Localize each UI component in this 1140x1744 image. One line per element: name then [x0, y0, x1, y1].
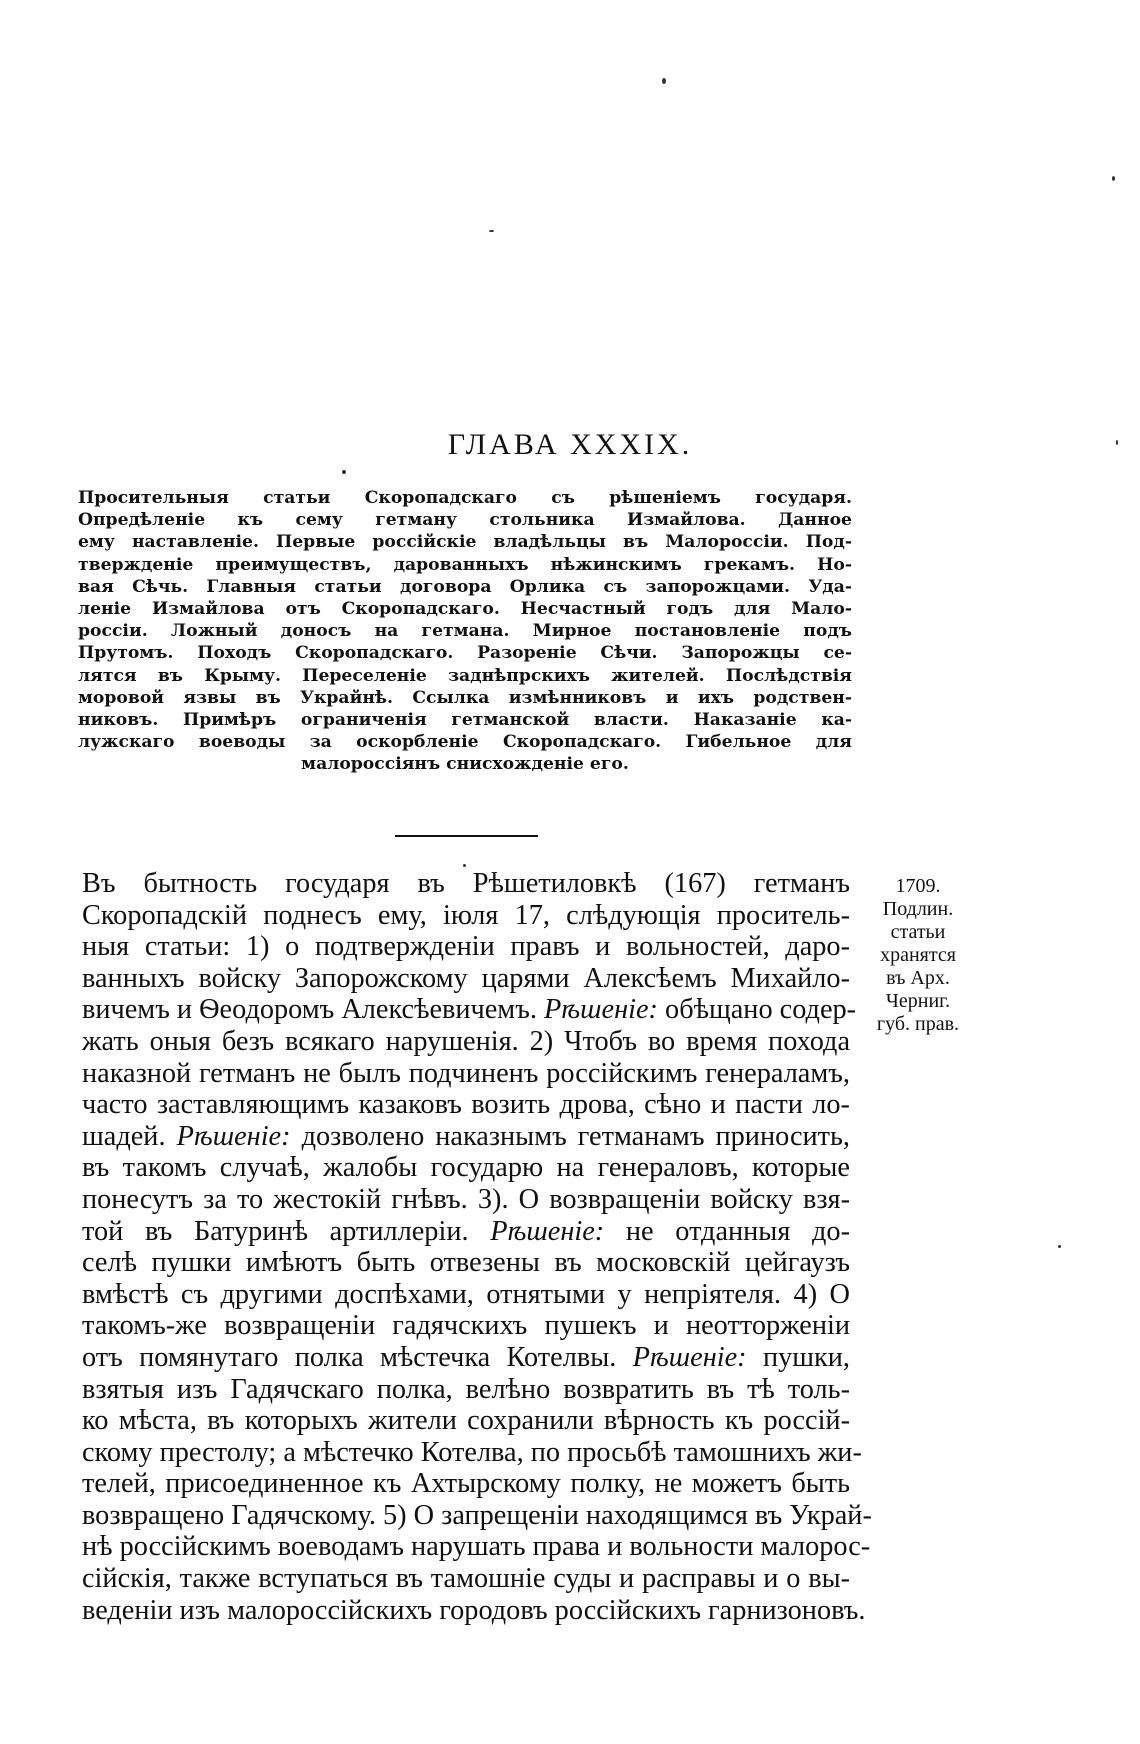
margin-note-line: въ Арх.	[886, 967, 950, 989]
body-line	[82, 1468, 850, 1500]
summary-line: твержденіе преимуществъ, дарованныхъ нѣжинскимъ грекамъ. Но-	[78, 554, 852, 575]
chapter-title: ГЛАВА XXXIX.	[447, 428, 693, 461]
body-segment: той въ Батуринѣ артиллеріи.	[82, 1215, 491, 1247]
body-line	[82, 1152, 850, 1184]
scan-speck	[463, 864, 466, 867]
body-line	[82, 1342, 850, 1374]
body-line	[82, 994, 857, 1026]
margin-note	[858, 875, 978, 1036]
body-segment: взятыя изъ Гадячскаго полка, велѣно возвратить въ тѣ толь-	[82, 1373, 850, 1405]
body-segment: ко мѣста, въ которыхъ жители сохранили вѣрность къ россій-	[82, 1405, 850, 1437]
body-line	[82, 1594, 866, 1627]
margin-note-line: Подлин.	[882, 898, 954, 920]
summary-line: Прутомъ. Походъ Скоропадскаго. Разореніе Сѣчи. Запорожцы се-	[78, 643, 852, 664]
chapter-summary	[78, 487, 852, 776]
body-segment: веденіи изъ малороссійскихъ городовъ россійскихъ гарнизоновъ.	[82, 1594, 866, 1626]
body-line	[82, 1436, 862, 1469]
body-line	[82, 1531, 871, 1563]
scan-speck	[342, 470, 346, 474]
body-segment: въ такомъ случаѣ, жалобы государю на генераловъ, которые	[82, 1152, 850, 1184]
body-segment: отъ помянутаго полка мѣстечка Котелвы.	[82, 1341, 633, 1373]
body-segment: вичемъ и Ѳеодоромъ Алексѣевичемъ.	[82, 994, 544, 1026]
body-segment: скому престолу; а мѣстечко Котелва, по просьбѣ тамошнихъ жи-	[82, 1436, 862, 1468]
body-segment: вмѣстѣ съ другими доспѣхами, отнятыми у непріятеля. 4) О	[82, 1278, 850, 1310]
resolution-label: Рѣшеніе:	[176, 1120, 291, 1152]
scan-speck	[1112, 176, 1115, 181]
body-line	[82, 868, 850, 900]
summary-line: никовъ. Примѣръ ограниченія гетманской власти. Наказаніе ка-	[78, 710, 852, 731]
body-segment: нѣ россійскимъ воеводамъ нарушать права и вольности малорос-	[82, 1531, 871, 1563]
body-segment: наказной гетманъ не былъ подчиненъ россійскимъ генераламъ,	[82, 1057, 850, 1089]
body-segment: дозволено наказнымъ гетманамъ приносить,	[290, 1120, 850, 1152]
scan-speck	[489, 230, 494, 232]
body-line	[82, 931, 850, 963]
body-segment: Скоропадскій поднесъ ему, іюля 17, слѣдующія проситель-	[82, 899, 850, 931]
body-text	[82, 868, 872, 1626]
body-line	[82, 1374, 850, 1406]
body-line	[82, 1247, 850, 1279]
summary-line: вая Сѣчь. Главныя статьи договора Орлика съ запорожцами. Уда-	[78, 576, 852, 597]
body-segment: телей, присоединенное къ Ахтырскому полку, не можетъ быть	[82, 1468, 850, 1500]
body-line	[82, 1089, 850, 1121]
summary-line: лужскаго воеводы за оскорбленіе Скоропадскаго. Гибельное для	[78, 732, 852, 753]
body-segment: ванныхъ войску Запорожскому царями Алексѣемъ Михайло-	[82, 962, 850, 994]
scan-speck	[662, 78, 666, 84]
summary-line: ему наставленіе. Первые россійскіе владѣльцы въ Малороссіи. Под-	[78, 532, 852, 553]
body-line	[82, 1184, 850, 1216]
margin-note-line: губ. прав.	[876, 1013, 960, 1035]
summary-line: россіи. Ложный доносъ на гетмана. Мирное постановленіе подъ	[78, 621, 852, 642]
body-segment: понесутъ за то жестокій гнѣвъ. 3). О возвращеніи войску взя-	[82, 1183, 850, 1215]
resolution-label: Рѣшеніе:	[544, 994, 658, 1026]
summary-line: леніе Измайлова отъ Скоропадскаго. Несчастный годъ для Мало-	[78, 599, 852, 620]
summary-line: Опредѣленіе къ сему гетману стольника Измайлова. Данное	[78, 510, 852, 531]
body-segment: шадей.	[82, 1120, 177, 1152]
body-line	[82, 1310, 850, 1342]
body-segment: сійскія, также вступаться въ тамошніе суды и расправы и о вы-	[82, 1563, 850, 1595]
body-line	[82, 963, 850, 995]
body-line	[82, 1405, 850, 1437]
body-segment: обѣщано содер-	[657, 994, 857, 1026]
margin-note-line: хранятся	[880, 944, 956, 966]
margin-year: 1709.	[895, 875, 941, 897]
section-divider	[395, 835, 538, 837]
scan-speck	[1058, 1245, 1061, 1248]
body-line	[82, 1499, 872, 1532]
body-line	[82, 1279, 850, 1311]
margin-note-line: статьи	[890, 921, 946, 943]
body-line	[82, 1121, 850, 1153]
body-segment: пушки,	[746, 1341, 851, 1373]
summary-line: Просительныя статьи Скоропадскаго съ рѣшеніемъ государя.	[78, 488, 852, 508]
body-line	[82, 1058, 850, 1090]
body-line	[82, 1216, 850, 1248]
resolution-label: Рѣшеніе:	[632, 1341, 747, 1373]
body-segment: возвращено Гадячскому. 5) О запрещеніи находящимся въ Украй-	[82, 1499, 872, 1531]
summary-line: лятся въ Крыму. Переселеніе заднѣпрскихъ жителей. Послѣдствія	[78, 665, 852, 686]
margin-note-line: Черниг.	[885, 990, 951, 1012]
body-line	[82, 1563, 850, 1595]
body-segment: часто заставляющимъ казаковъ возить дрова, сѣно и пасти ло-	[82, 1089, 850, 1121]
body-line	[82, 1026, 850, 1058]
summary-line: моровой язвы въ Украйнѣ. Ссылка измѣнниковъ и ихъ родствен-	[78, 687, 852, 708]
summary-line: малороссіянъ снисхожденіе его.	[301, 754, 629, 775]
body-segment: такомъ-же возвращеніи гадячскихъ пушекъ и неотторженіи	[82, 1310, 850, 1342]
body-segment: не отданныя до-	[604, 1215, 850, 1247]
body-segment: селѣ пушки имѣютъ быть отвезены въ московскій цейгаузъ	[82, 1247, 850, 1279]
body-line	[82, 900, 850, 932]
body-segment: ныя статьи: 1) о подтвержденіи правъ и вольностей, даро-	[82, 931, 850, 963]
resolution-label: Рѣшеніе:	[490, 1215, 605, 1247]
body-segment: жать оныя безъ всякаго нарушенія. 2) Чтобъ во время похода	[82, 1025, 850, 1057]
body-segment: Въ бытность государя въ Рѣшетиловкѣ (167) гетманъ	[82, 868, 850, 899]
